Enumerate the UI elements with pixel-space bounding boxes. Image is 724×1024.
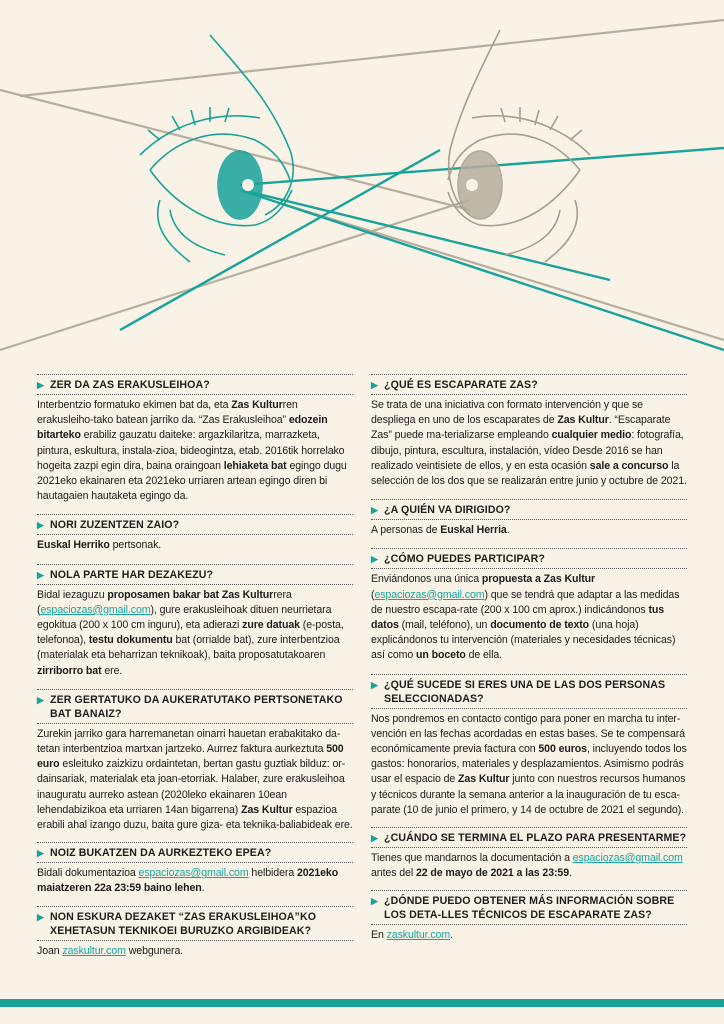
triangle-bullet-icon: ▶: [37, 848, 45, 859]
body-bold-text: Euskal Herriko: [37, 539, 110, 552]
triangle-bullet-icon: ▶: [37, 380, 45, 390]
section: [37, 906, 353, 959]
body-text: Enviándonos una única: [371, 573, 482, 586]
section: [371, 374, 687, 489]
section: [37, 374, 353, 504]
triangle-bullet-icon: ▶: [371, 679, 379, 690]
body-bold-text: tus datos: [371, 603, 665, 632]
body-text: antes del: [371, 867, 416, 880]
body-bold-text: un boceto: [416, 649, 466, 662]
section: [371, 674, 687, 818]
body-text: de ella.: [465, 649, 502, 662]
body-text: Se trata de una iniciativa con formato intervención y que se despliega en uno de los escaparates de: [371, 399, 643, 427]
body-bold-text: Zas Kultur: [231, 399, 283, 411]
body-text: ren erakusleiho-tako batean jarriko da. “Zas Erakusleihoa”: [37, 399, 298, 427]
eyes-illustration: [0, 0, 724, 370]
body-link[interactable]: zaskultur.com: [62, 944, 126, 957]
body-bold-text: cualquier medio: [551, 429, 632, 442]
section-body: [37, 863, 353, 896]
section: [371, 548, 687, 663]
section-body: [371, 709, 687, 818]
body-bold-text: Zas Kultur: [458, 773, 510, 786]
body-text: Tienes que mandarnos la documentación a: [371, 852, 573, 865]
section-body: [37, 724, 353, 833]
triangle-bullet-icon: ▶: [371, 554, 379, 565]
body-text: Bidal iezaguzu: [37, 588, 108, 601]
right-eye: [448, 30, 590, 262]
bottom-accent-bar: [0, 999, 724, 1007]
body-bold-text: testu dokumentu: [88, 634, 173, 647]
body-bold-text: 2021eko maiatzeren 22a 23:59 baino lehen: [37, 867, 339, 895]
section-heading: [371, 548, 687, 569]
body-text: rera (: [37, 588, 292, 616]
body-text: egingo dugu 2021eko ekainaren eta 2021eko urriaren artean egingo diren bi hautagaien hautaketa egingo da.: [37, 459, 347, 503]
body-text: : fotografía, dibujo, pintura, escultura, instalación, vídeo Desde 2016 se han realizado veintisiete de ellos, y en esta ocasión: [371, 429, 684, 472]
section-title: ZER GERTATUKO DA AUKERATUTAKO PERTSONETAKO BAT BANAIZ?: [50, 693, 343, 720]
body-link[interactable]: espaciozas@gmail.com: [40, 603, 151, 616]
section-title: NOLA PARTE HAR DEZAKEZU?: [50, 568, 214, 581]
body-text: .: [506, 524, 510, 537]
section-body: [371, 925, 687, 943]
body-text: ) que se tendrá que adaptar a las medidas de nuestro escapa-rate (200 x 100 cm aprox.) indicándonos: [371, 588, 680, 616]
column-spanish: [371, 374, 687, 944]
section-body: [37, 585, 353, 679]
section-heading: [37, 906, 353, 941]
body-bold-text: Zas Kultur: [241, 803, 293, 816]
triangle-bullet-icon: ▶: [371, 380, 379, 390]
section-title: ¿CÓMO PUEDES PARTICIPAR?: [384, 553, 545, 566]
section: [37, 564, 353, 679]
triangle-bullet-icon: ▶: [371, 833, 379, 844]
body-text: Nos pondremos en contacto contigo para poner en marcha tu inter-vención en las fechas acordadas en estas bases. Se te compensará económicamente previa factura con: [371, 712, 685, 756]
body-text: bat (orrialde bat), zure interbentzioa (materialak eta beharrizan teknikoak), baita proposatutakoaren: [37, 634, 340, 662]
body-bold-text: edozein bitarteko: [37, 414, 328, 442]
section-body: [37, 535, 353, 553]
section-heading: [37, 564, 353, 585]
body-text: Zurekin jarriko gara harremanetan oinarri hauetan erabakitako da-tetan interbentzioa martxan jartzeko. Aurrez faktura aurkeztuta: [37, 727, 341, 756]
body-bold-text: propuesta a Zas Kultur: [481, 573, 596, 586]
section-heading: [37, 374, 353, 395]
body-link[interactable]: zaskultur.com: [386, 929, 451, 942]
section: [37, 514, 353, 553]
triangle-bullet-icon: ▶: [371, 896, 379, 907]
section-title: ¿QUÉ SUCEDE SI ERES UNA DE LAS DOS PERSONAS SELECCIONADAS?: [384, 678, 666, 705]
section-title: NOIZ BUKATZEN DA AURKEZTEKO EPEA?: [50, 847, 272, 860]
triangle-bullet-icon: ▶: [371, 505, 379, 516]
column-basque: [37, 374, 353, 959]
triangle-bullet-icon: ▶: [37, 694, 45, 705]
section: [37, 842, 353, 896]
section-heading: [371, 674, 687, 709]
body-text: (e-posta, telefonoa),: [37, 619, 344, 647]
section: [371, 827, 687, 881]
body-bold-text: Euskal Herria: [440, 524, 507, 537]
section-body: [371, 520, 687, 538]
body-text: esleituko zaizkizu ordaintetan, bertan gastu guztiak bilduz: or-dainsariak, materialak eta joan-etorriak. Halaber, zure erakusleihoa inauguratu aurreko astean (2020leko ekainaren 10ean lehendabizikoa eta urriaren 14an bigarrena): [37, 758, 346, 816]
body-text: A personas de: [371, 524, 441, 537]
body-bold-text: proposamen bakar bat Zas Kultur: [107, 588, 274, 601]
section-heading: [371, 827, 687, 848]
body-bold-text: zirriborro bat: [37, 664, 102, 677]
body-text: junto con nuestros recursos humanos y técnicos durante la semana anterior a la inauguración de tu esca-parate (10 de junio el primero, y 14 de octubre de 2021 el segundo).: [371, 773, 686, 816]
section-title: ZER DA ZAS ERAKUSLEIHOA?: [50, 379, 210, 391]
section-title: ¿A QUIÉN VA DIRIGIDO?: [384, 504, 511, 517]
section: [37, 689, 353, 833]
section-body: [37, 941, 353, 959]
body-text: pertsonak.: [109, 539, 162, 552]
section-body: [371, 395, 687, 489]
grey-sightlines: [0, 20, 724, 350]
body-text: espazioa erabili ahal izango duzu, baita gure giza- eta teknika-baliabideak ere.: [37, 803, 353, 832]
body-bold-text: zure datuak: [242, 619, 300, 632]
body-bold-text: sale a concurso: [589, 459, 669, 472]
section-body: [371, 569, 687, 663]
section-heading: [37, 689, 353, 724]
body-text: (una hoja) explicándonos tu intervención (materiales y necesidades técnicas) así como: [371, 619, 676, 662]
body-text: Joan: [37, 944, 63, 957]
section: [371, 499, 687, 538]
body-text: ere.: [101, 664, 123, 677]
section-title: ¿CUÁNDO SE TERMINA EL PLAZO PARA PRESENTARME?: [384, 832, 687, 845]
body-text: En: [371, 929, 387, 942]
section: [371, 890, 687, 943]
section-heading: [37, 514, 353, 535]
body-text: .: [569, 867, 572, 880]
body-text: (mail, teléfono), un: [398, 619, 491, 632]
section-title: NORI ZUZENTZEN ZAIO?: [50, 519, 180, 532]
body-text: la selección de los dos que se realizarán entre junio y octubre de 2021.: [371, 459, 687, 488]
triangle-bullet-icon: ▶: [37, 911, 45, 922]
section-title: ¿QUÉ ES ESCAPARATE ZAS?: [384, 379, 538, 391]
section-body: [37, 395, 353, 504]
body-text: (: [371, 588, 375, 601]
teal-sightlines: [120, 148, 724, 350]
body-text: erabiliz gauzatu daiteke: argazkilaritza, marrazketa, pintura, eskultura, instala-zioa, bideogintza, etab. 2016tik horrelako hogeita zazpi egin dira, baina oraingoan: [37, 429, 345, 472]
body-link[interactable]: espaciozas@gmail.com: [572, 852, 683, 865]
body-text: ), gure erakusleihoak dituen neurrietara egokitua (200 x 100 cm inguru), eta adierazi: [37, 603, 332, 632]
section-heading: [37, 842, 353, 863]
body-bold-text: 500 euro: [37, 743, 344, 771]
body-text: . “Escaparate Zas” puede ma-terializarse empleando: [371, 414, 671, 442]
body-link[interactable]: espaciozas@gmail.com: [374, 588, 485, 601]
section-title: NON ESKURA DEZAKET “ZAS ERAKUSLEIHOA”KO XEHETASUN TEKNIKOEI BURUZKO ARGIBIDEAK?: [50, 910, 317, 937]
body-text: Interbentzio formatuko ekimen bat da, eta: [37, 399, 232, 411]
body-bold-text: lehiaketa bat: [223, 459, 287, 472]
section-heading: [371, 374, 687, 395]
section-title: ¿DÓNDE PUEDO OBTENER MÁS INFORMACIÓN SOBRE LOS DETA-LLES TÉCNICOS DE ESCAPARATE ZAS?: [384, 895, 675, 922]
body-text: Bidali dokumentazioa: [37, 867, 139, 880]
section-heading: [371, 890, 687, 925]
body-text: .: [450, 929, 453, 942]
body-text: .: [201, 882, 205, 895]
triangle-bullet-icon: ▶: [37, 569, 45, 580]
body-bold-text: 500 euros: [538, 743, 587, 756]
section-heading: [371, 499, 687, 520]
body-bold-text: Zas Kultur: [557, 414, 609, 427]
body-text: , incluyendo todos los gastos: honorarios, materiales y desplazamientos. Asimismo podrás usar el espacio de: [371, 743, 687, 786]
body-bold-text: documento de texto: [490, 619, 590, 632]
body-text: webgunera.: [125, 944, 184, 957]
section-body: [371, 848, 687, 881]
triangle-bullet-icon: ▶: [37, 520, 45, 531]
body-bold-text: 22 de mayo de 2021 a las 23:59: [415, 867, 570, 880]
body-text: helbidera: [248, 867, 297, 880]
body-link[interactable]: espaciozas@gmail.com: [138, 867, 249, 880]
